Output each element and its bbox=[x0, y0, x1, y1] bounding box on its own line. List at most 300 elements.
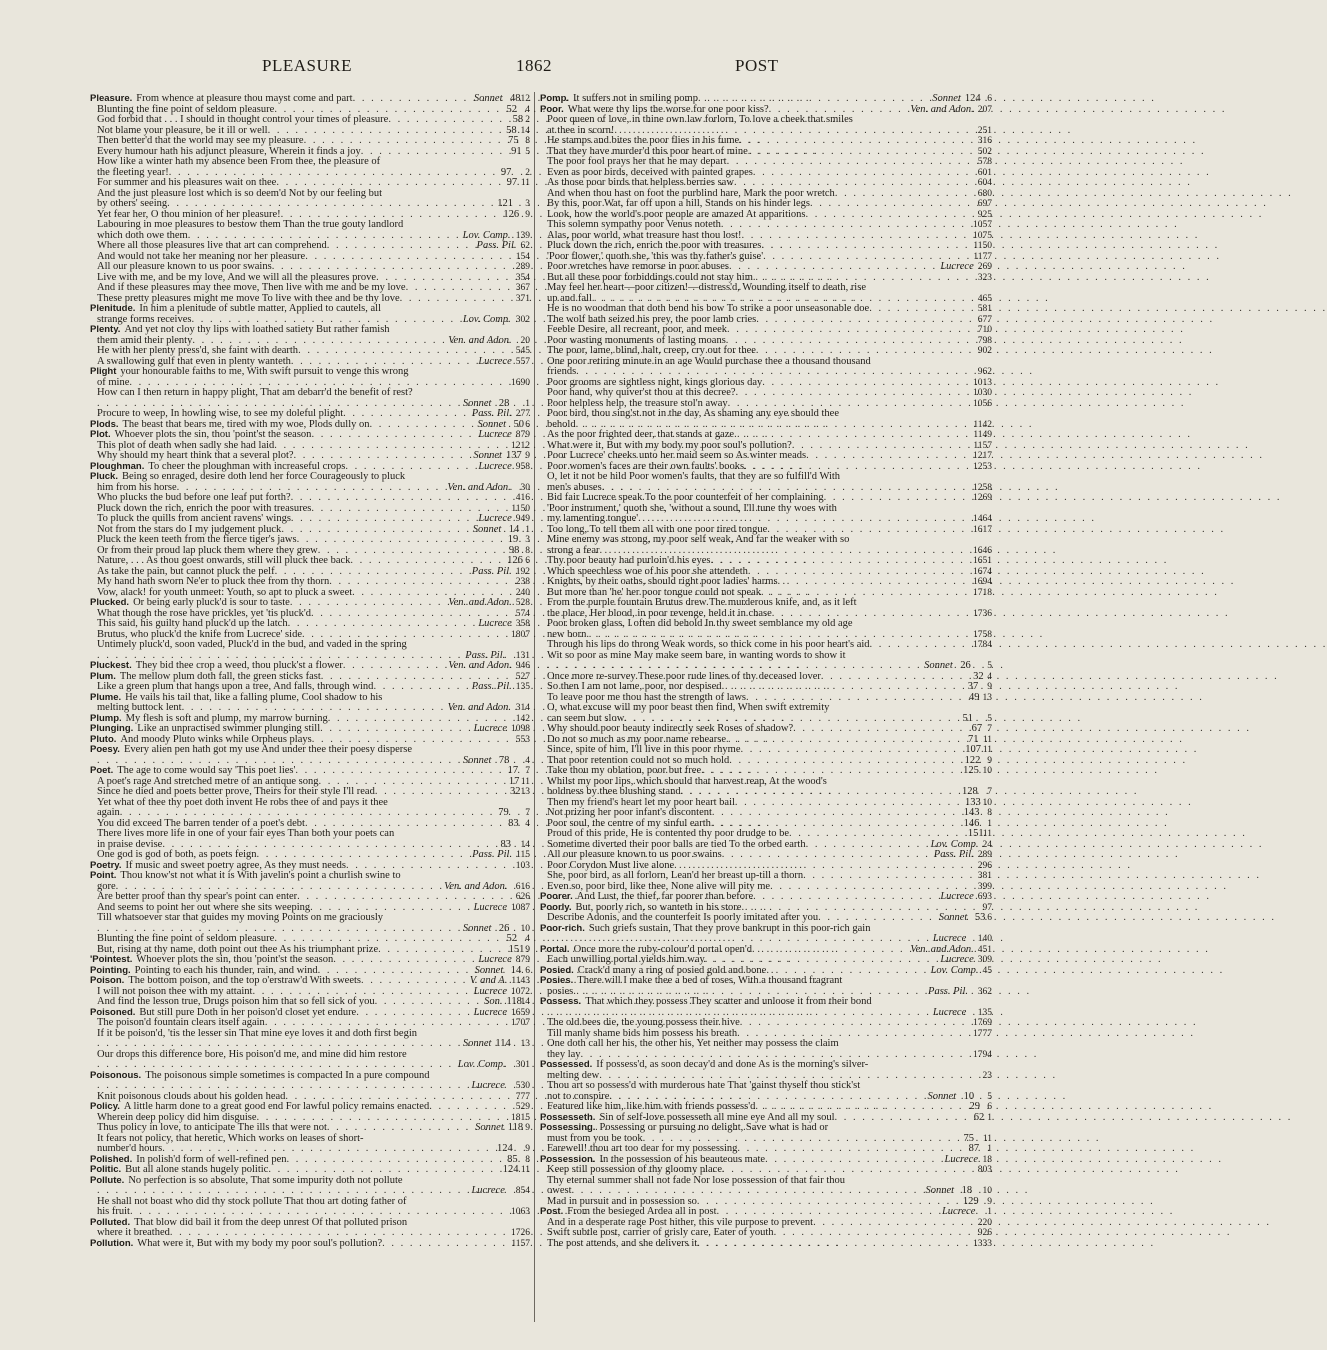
concordance-entry bbox=[540, 934, 992, 945]
concordance-entry bbox=[90, 262, 530, 273]
quotation-text: Live with me, and be my love, And we will all the pleasures prove bbox=[97, 271, 377, 283]
quotation-text: Poor wretches have remorse in poor abuses bbox=[547, 261, 729, 272]
concordance-entry bbox=[90, 220, 530, 231]
headword: Poetry. bbox=[90, 859, 122, 871]
quotation-text: must from you be took bbox=[547, 1132, 643, 1144]
line-number: 616 bbox=[515, 881, 530, 892]
quotation-text: The poisonous simple sometimes is compacted In a pure compound bbox=[145, 1069, 430, 1081]
sonnet-number: 29 bbox=[969, 1101, 981, 1112]
line-number: 11 bbox=[982, 734, 992, 745]
line-number: 604 bbox=[977, 178, 992, 188]
quotation-text: One doth call her his, the other his, Yet neither may possess the claim bbox=[547, 1038, 839, 1049]
quotation-text: the place, Her blood, in poor revenge, held it in chase bbox=[547, 607, 772, 619]
quotation-text: Possessing or pursuing no delight, Save what is had or bbox=[599, 1122, 829, 1133]
line-number: 192 bbox=[515, 566, 530, 577]
quotation-text: Poor broken glass, I often did behold In thy sweet semblance my old age bbox=[547, 618, 853, 629]
concordance-entry bbox=[540, 787, 992, 798]
line-number: 1646 bbox=[973, 545, 992, 556]
quotation-text: She, poor bird, as all forlorn, Lean'd her breast up-till a thorn bbox=[547, 870, 804, 881]
page-number: 1862 bbox=[516, 56, 552, 75]
quotation-text: Blunting the fine point of seldom pleasure bbox=[97, 103, 275, 115]
concordance-entry bbox=[90, 199, 530, 210]
quotation-text: him from his horse bbox=[97, 481, 177, 493]
leader-dots bbox=[741, 745, 966, 756]
line-number: 2 bbox=[525, 115, 530, 125]
sonnet-number: 129 bbox=[962, 1195, 979, 1207]
line-number: 62 bbox=[520, 241, 530, 251]
quotation-text: again bbox=[97, 807, 120, 818]
concordance-entry bbox=[90, 829, 530, 840]
quotation-text: But, rising at thy name, doth point out thee As his triumphant prize bbox=[97, 943, 379, 955]
quotation-text: Whoever plots the sin, thou 'point'st the season bbox=[136, 954, 334, 965]
headword: Plucked. bbox=[90, 597, 130, 608]
sonnet-number: 133 bbox=[964, 796, 981, 808]
sonnet-number: 97 bbox=[506, 177, 518, 188]
line-number: 502 bbox=[977, 146, 992, 157]
quotation-text: It fears not policy, that heretic, Which works on leases of short- bbox=[97, 1132, 364, 1144]
quotation-text: The age to come would say 'This poet lies' bbox=[117, 765, 296, 776]
quotation-text: Our drops this difference bore, His poison'd me, and mine did him restore bbox=[97, 1048, 407, 1060]
sonnet-number: 58 bbox=[506, 124, 517, 136]
headword: Possesseth. bbox=[540, 1111, 596, 1123]
line-number: 131 bbox=[515, 650, 530, 661]
line-number: 777 bbox=[515, 1091, 530, 1102]
concordance-entry bbox=[90, 934, 530, 945]
concordance-entry bbox=[540, 451, 992, 462]
concordance-entry bbox=[540, 556, 992, 567]
source-work: Ven. and Adon. bbox=[447, 481, 511, 493]
concordance-entry bbox=[540, 514, 992, 525]
sonnet-number: 75 bbox=[963, 1132, 974, 1144]
leader-dots bbox=[343, 409, 469, 420]
leader-dots bbox=[97, 1081, 468, 1092]
quotation-text: If it be poison'd, 'tis the lesser sin That mine eye loves it and doth first begin bbox=[97, 1027, 417, 1039]
line-number: 1150 bbox=[511, 503, 530, 514]
leader-dots bbox=[547, 934, 930, 945]
line-number: 854 bbox=[515, 1186, 530, 1196]
source-work: Pass. Pil. bbox=[472, 849, 513, 860]
line-number: 693 bbox=[977, 892, 992, 902]
quotation-text: And Lust, the thief, far poorer than before bbox=[576, 891, 754, 902]
concordance-entry bbox=[90, 892, 530, 903]
source-work: Ven. and Adon. bbox=[444, 880, 508, 892]
headword: Possessing. bbox=[540, 1122, 596, 1133]
line-number: 399 bbox=[977, 881, 992, 892]
line-number: 9 bbox=[525, 1144, 530, 1154]
line-number: 1726 bbox=[511, 1228, 530, 1238]
headword: Possessed. bbox=[540, 1059, 593, 1070]
headword: Plenitude. bbox=[90, 303, 136, 314]
source-work: Sonnet bbox=[473, 450, 502, 461]
concordance-entry bbox=[90, 577, 530, 588]
sonnet-number: 83 bbox=[500, 838, 511, 850]
line-number: 1 bbox=[987, 1112, 992, 1123]
line-number: 269 bbox=[977, 262, 992, 272]
concordance-entry bbox=[90, 157, 530, 168]
headword: Plods. bbox=[90, 418, 119, 430]
quotation-text: From the purple fountain Brutus drew The murderous knife, and, as it left bbox=[547, 597, 857, 608]
quotation-text: But all these poor forbiddings could not stay him bbox=[547, 271, 753, 283]
source-work: Sonnet bbox=[462, 1038, 492, 1049]
quotation-text: Every alien pen hath got my use And under thee their poesy disperse bbox=[123, 744, 413, 755]
leader-dots bbox=[835, 1113, 971, 1124]
line-number: 135 bbox=[515, 682, 530, 692]
source-work: Sonnet bbox=[472, 523, 502, 535]
quotation-text: Thou know'st not what it is With javelin's point a churlish swine to bbox=[120, 870, 401, 881]
leader-dots bbox=[320, 724, 470, 735]
line-number: 289 bbox=[515, 262, 530, 272]
concordance-entry bbox=[540, 115, 992, 126]
quotation-text: It suffers not in smiling pomp bbox=[573, 93, 698, 104]
line-number: 1056 bbox=[973, 398, 992, 409]
line-number: 302 bbox=[515, 314, 530, 325]
sonnet-number: 79 bbox=[498, 807, 509, 818]
leader-dots bbox=[722, 682, 965, 693]
concordance-entry bbox=[540, 157, 992, 168]
sonnet-number: 71 bbox=[967, 733, 979, 745]
source-work: Pass. Pil. bbox=[928, 985, 969, 997]
quotation-text: But, poorly rich, so wanteth in his store bbox=[575, 901, 742, 913]
concordance-entry bbox=[540, 745, 992, 756]
line-number: 528 bbox=[515, 598, 530, 608]
quotation-text: He vails his tail that, like a falling plume, Cool shadow to his bbox=[125, 691, 383, 703]
concordance-entry bbox=[90, 661, 530, 672]
line-number: 135 bbox=[977, 1007, 992, 1018]
line-number: 1777 bbox=[973, 1028, 992, 1039]
right-column bbox=[540, 94, 992, 1249]
quotation-text: where it breathed bbox=[97, 1227, 170, 1238]
concordance-entry bbox=[540, 325, 992, 336]
concordance-entry bbox=[90, 1123, 530, 1134]
quotation-text: friends bbox=[547, 366, 577, 377]
line-number: 1217 bbox=[973, 451, 992, 461]
sonnet-number: 19 bbox=[507, 534, 519, 545]
concordance-entry bbox=[540, 955, 992, 966]
line-number: 925 bbox=[977, 209, 992, 220]
sonnet-number: 146 bbox=[963, 817, 980, 829]
concordance-entry bbox=[540, 1165, 992, 1176]
line-number: 529 bbox=[515, 1102, 530, 1112]
quotation-text: Poor women's faces are their own faults' books bbox=[547, 460, 745, 472]
sonnet-number: 28 bbox=[498, 397, 510, 409]
quotation-text: The mellow plum doth fall, the green sticks fast bbox=[119, 670, 321, 682]
line-number: 601 bbox=[977, 167, 992, 178]
line-number: 4 bbox=[525, 755, 530, 766]
line-number: 6 bbox=[987, 1102, 992, 1112]
line-number: 7 bbox=[987, 787, 992, 797]
quotation-text: Bid fair Lucrece speak To the poor counterfeit of her complaining bbox=[547, 492, 824, 503]
quotation-text: Till whatsoever star that guides my moving Points on me graciously bbox=[97, 912, 384, 923]
quotation-text: Nature, . . . As thou goest onwards, still will pluck thee back bbox=[97, 555, 351, 566]
quotation-text: The beast that bears me, tired with my woe, Plods dully on bbox=[122, 418, 370, 430]
leader-dots bbox=[97, 1186, 468, 1197]
leader-dots bbox=[375, 997, 481, 1008]
concordance-entry bbox=[90, 808, 530, 819]
leader-dots bbox=[350, 556, 507, 567]
leader-dots bbox=[120, 808, 495, 819]
headword: Politic. bbox=[90, 1164, 122, 1175]
headword: Policy. bbox=[90, 1101, 120, 1112]
source-work: Pass. Pil. bbox=[471, 408, 512, 419]
source-work: Lucrece bbox=[941, 1206, 976, 1217]
concordance-entry bbox=[540, 1207, 992, 1218]
source-work: Sonnet bbox=[474, 964, 504, 976]
leader-dots bbox=[297, 892, 516, 903]
line-number: 20 bbox=[520, 335, 530, 346]
line-number: 451 bbox=[977, 944, 992, 955]
source-work: Sonnet bbox=[473, 93, 503, 104]
line-number: 6 bbox=[987, 94, 992, 104]
quotation-text: Poor wasting monuments of lasting moans bbox=[547, 334, 726, 346]
quotation-text: can seem but slow bbox=[547, 712, 625, 724]
source-work: Sonnet bbox=[938, 912, 968, 923]
quotation-text: This said, his guilty hand pluck'd up the latch bbox=[97, 618, 288, 629]
line-number: 301 bbox=[515, 1060, 530, 1070]
leader-dots bbox=[272, 262, 516, 273]
quotation-text: Since, spite of him, I'll live in this poor rhyme bbox=[547, 744, 741, 755]
line-number: 11 bbox=[982, 1133, 992, 1144]
leader-dots bbox=[697, 1239, 973, 1250]
quotation-text: Such griefs sustain, That they prove bankrupt in this poor-rich gain bbox=[588, 922, 871, 934]
source-work: Lucrece bbox=[478, 954, 512, 965]
quotation-text: O, what excuse will my poor beast then find, When swift extremity bbox=[547, 702, 830, 713]
quotation-text: The old bees die, the young possess their hive bbox=[547, 1017, 740, 1028]
quotation-text: This solemn sympathy poor Venus noteth bbox=[547, 219, 721, 230]
leader-dots bbox=[400, 294, 516, 305]
source-work: Lov. Comp. bbox=[462, 313, 511, 325]
quotation-text: And the just pleasure lost which is so deem'd Not by our feeling but bbox=[97, 187, 383, 199]
line-number: 11 bbox=[982, 745, 992, 755]
line-number: 309 bbox=[977, 955, 992, 965]
leader-dots bbox=[97, 1039, 460, 1050]
source-work: Lucrece bbox=[478, 460, 512, 472]
quotation-text: Poor Corydon Must live alone bbox=[547, 859, 675, 871]
line-number: 578 bbox=[977, 157, 992, 167]
headword: Portal. bbox=[540, 943, 570, 955]
line-number: 5 bbox=[987, 713, 992, 724]
quotation-text: Labouring in moe pleasures to bestow them Than the true gouty landlord bbox=[97, 219, 404, 230]
quotation-text: which doth owe them bbox=[97, 229, 188, 241]
sonnet-number: 58 bbox=[512, 114, 524, 125]
line-number: 1063 bbox=[511, 1207, 530, 1217]
source-work: Lucrece bbox=[940, 261, 974, 272]
leader-dots bbox=[727, 157, 978, 168]
line-number: 710 bbox=[977, 325, 992, 335]
line-number: 11 bbox=[520, 178, 530, 188]
quotation-text: That they have murder'd this poor heart of mine bbox=[547, 145, 748, 157]
line-number: 1157 bbox=[973, 440, 992, 451]
line-number: 1659 bbox=[511, 1007, 530, 1018]
headword: Ploughman. bbox=[90, 460, 145, 472]
quotation-text: That which they possess They scatter and unloose it from their bond bbox=[585, 996, 872, 1007]
line-number: 10 bbox=[982, 1186, 992, 1196]
leader-dots bbox=[333, 955, 475, 966]
quotation-text: The poison'd fountain clears itself again bbox=[97, 1017, 265, 1028]
line-number: 358 bbox=[515, 619, 530, 629]
quotation-text: But more than 'he' her poor tongue could not speak bbox=[547, 586, 762, 598]
line-number: 3 bbox=[525, 535, 530, 545]
quotation-text: gore bbox=[97, 880, 116, 892]
sonnet-number: 62 bbox=[973, 1111, 985, 1123]
line-number: 1 bbox=[987, 1144, 992, 1154]
quotation-text: A little harm done to a great good end For lawful policy remains enacted bbox=[123, 1101, 430, 1112]
quotation-text: He shall not boast who did thy stock pollute That thou art doting father of bbox=[97, 1195, 407, 1207]
leader-dots bbox=[824, 493, 973, 504]
quotation-text: There will I make thee a bed of roses, With a thousand fragrant bbox=[577, 975, 843, 986]
line-number: 626 bbox=[515, 892, 530, 902]
source-work: Lucrece bbox=[473, 985, 507, 997]
concordance-entry bbox=[90, 346, 530, 357]
quotation-text: Wherein deep policy did him disguise bbox=[97, 1111, 257, 1123]
quotation-text: Since he died and poets better prove, Theirs for their style I'll read bbox=[97, 786, 375, 797]
line-number: 13 bbox=[520, 787, 530, 797]
quotation-text: And seems to point her out where she sits weeping bbox=[97, 901, 311, 913]
line-number: 879 bbox=[515, 955, 530, 965]
line-number: 1013 bbox=[973, 377, 992, 388]
leader-dots bbox=[298, 346, 516, 357]
leader-dots bbox=[290, 598, 446, 609]
quotation-text: That blow did bail it from the deep unrest Of that polluted prison bbox=[134, 1216, 408, 1228]
source-work: Pass. Pil. bbox=[471, 681, 512, 692]
leader-dots bbox=[756, 346, 978, 357]
header-right-term: POST bbox=[735, 56, 779, 75]
headword: Point. bbox=[90, 870, 117, 881]
leader-dots bbox=[806, 451, 973, 462]
quotation-text: Yet what of thee thy poet doth invent He robs thee of and pays it thee bbox=[97, 796, 388, 808]
quotation-text: your honourable faiths to me, With swift pursuit to venge this wrong bbox=[120, 366, 409, 377]
quotation-text: Thus policy in love, to anticipate The ills that were not bbox=[97, 1122, 327, 1133]
headword: Plunging. bbox=[90, 723, 134, 734]
leader-dots bbox=[382, 1239, 511, 1250]
line-number: 7 bbox=[525, 808, 530, 818]
line-number: 1212 bbox=[511, 440, 530, 451]
line-number: 18 bbox=[982, 1154, 992, 1165]
quotation-text: No perfection is so absolute, That some impurity doth not pollute bbox=[128, 1174, 403, 1186]
leader-dots bbox=[721, 220, 973, 231]
concordance-entry bbox=[90, 682, 530, 693]
source-work: Lucrece bbox=[940, 954, 974, 965]
line-number: 45 bbox=[982, 965, 992, 976]
line-number: 946 bbox=[515, 661, 530, 671]
quotation-text: Or from their proud lap pluck them where they grew bbox=[97, 544, 318, 556]
sonnet-number: 67 bbox=[971, 723, 983, 734]
line-number: 354 bbox=[515, 272, 530, 283]
source-work: Ven. and Adon. bbox=[448, 660, 512, 671]
line-number: 314 bbox=[515, 703, 530, 713]
headword: Polished. bbox=[90, 1153, 133, 1165]
concordance-entry bbox=[540, 1039, 992, 1050]
headword: Possess. bbox=[540, 996, 582, 1007]
quotation-text: He stamps and bites the poor flies in his fume bbox=[547, 135, 740, 146]
line-number: 4 bbox=[525, 934, 530, 944]
concordance-entry bbox=[540, 493, 992, 504]
sonnet-number: 18 bbox=[961, 1185, 973, 1196]
quotation-text: up and fall bbox=[547, 292, 592, 304]
quotation-text: Thou art so possess'd with murderous hate That 'gainst thyself thou stick'st bbox=[547, 1080, 861, 1091]
source-work: V. and A. bbox=[469, 975, 508, 986]
source-work: Lucrece bbox=[478, 429, 512, 440]
source-work: Sonnet bbox=[925, 1185, 955, 1196]
line-number: 14 bbox=[520, 997, 530, 1007]
leader-dots bbox=[268, 1165, 502, 1176]
leader-dots bbox=[162, 1144, 497, 1155]
line-number: 2 bbox=[525, 167, 530, 178]
line-number: 545 bbox=[515, 346, 530, 356]
headword: Posies. bbox=[540, 975, 574, 986]
leader-dots bbox=[739, 136, 978, 147]
quotation-text: These pretty pleasures might me move To live with thee and be thy love bbox=[97, 292, 400, 304]
headword: Poorly. bbox=[540, 901, 572, 913]
quotation-text: behold bbox=[547, 418, 576, 430]
quotation-text: Each unwilling portal yields him way bbox=[547, 954, 705, 965]
concordance-entry bbox=[540, 430, 992, 441]
leader-dots bbox=[547, 661, 921, 672]
line-number: 1177 bbox=[973, 251, 992, 262]
quotation-text: And would not take her meaning nor her pleasure bbox=[97, 250, 306, 262]
sonnet-number: 125 bbox=[963, 765, 979, 776]
quotation-text: Pluck down the rich, enrich the poor with treasures bbox=[547, 240, 762, 251]
quotation-text: Take thou my oblation, poor but free bbox=[547, 765, 702, 776]
concordance-entry bbox=[540, 136, 992, 147]
leader-dots bbox=[167, 199, 497, 210]
concordance-entry bbox=[90, 115, 530, 126]
quotation-text: O, let it not be hild Poor women's faults, that they are so fulfill'd With bbox=[547, 471, 841, 482]
quotation-text: the fleeting year! bbox=[97, 166, 169, 178]
quotation-text: And yet not cloy thy lips with loathed satiety But rather famish bbox=[124, 324, 390, 335]
line-number: 8 bbox=[525, 545, 530, 556]
line-number: 6 bbox=[525, 419, 530, 430]
line-number: 11 bbox=[520, 776, 530, 787]
line-number: 958 bbox=[515, 461, 530, 472]
source-work: Lucrece bbox=[478, 618, 512, 629]
concordance-entry bbox=[540, 724, 992, 735]
concordance-entry bbox=[540, 976, 992, 987]
line-number: 7 bbox=[525, 766, 530, 776]
concordance-entry bbox=[90, 1060, 530, 1071]
line-number: 9 bbox=[525, 1123, 530, 1133]
sonnet-number: 51 bbox=[962, 712, 973, 724]
quotation-text: Poor soul, the centre of my sinful earth bbox=[547, 817, 711, 829]
leader-dots bbox=[705, 955, 938, 966]
concordance-entry bbox=[90, 430, 530, 441]
leader-dots bbox=[388, 115, 509, 126]
line-number: 24 bbox=[982, 839, 992, 850]
leader-dots bbox=[353, 94, 471, 105]
quotation-text: But still pure Doth in her poison'd closet yet endure bbox=[139, 1006, 357, 1018]
concordance-entry bbox=[540, 808, 992, 819]
concordance-entry bbox=[540, 409, 992, 420]
concordance-entry bbox=[540, 598, 992, 609]
source-work: Ven. and Adon. bbox=[448, 597, 512, 608]
line-number: 296 bbox=[977, 860, 992, 871]
concordance-entry bbox=[90, 136, 530, 147]
concordance-entry bbox=[540, 283, 992, 294]
leader-dots bbox=[753, 892, 937, 903]
concordance-entry bbox=[90, 976, 530, 987]
line-number: 1087 bbox=[511, 902, 530, 913]
sonnet-number: 26 bbox=[960, 660, 971, 671]
sonnet-number: 87 bbox=[968, 1143, 980, 1154]
leader-dots bbox=[818, 913, 936, 924]
quotation-text: Mad in pursuit and in possession so bbox=[547, 1195, 697, 1207]
quotation-text: How can I then return in happy plight, That am debarr'd the benefit of rest? bbox=[97, 387, 413, 398]
leader-dots bbox=[778, 577, 973, 588]
quotation-text: The poor fool prays her that he may depart bbox=[547, 156, 727, 167]
sonnet-number: 14 bbox=[510, 964, 522, 976]
quotation-text: Who plucks the bud before one leaf put forth? bbox=[97, 492, 291, 503]
line-number: 1736 bbox=[973, 608, 992, 619]
sonnet-number: 91 bbox=[511, 145, 522, 157]
